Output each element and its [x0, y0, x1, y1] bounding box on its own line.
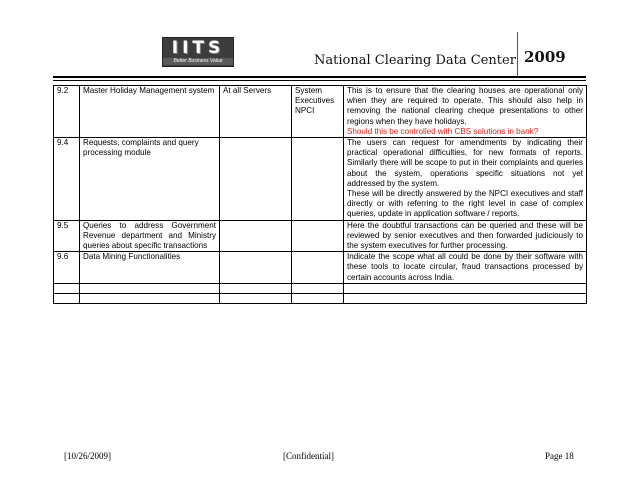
- empty-row: [54, 293, 587, 303]
- item-name: Requests, complaints and query processing module: [80, 138, 220, 221]
- owner-cell: [292, 220, 344, 252]
- footer-date: [10/26/2009]: [64, 451, 111, 461]
- item-name: Master Holiday Management system: [80, 86, 220, 138]
- description-text-2: These will be directly answered by the NPCI executives and staff directly or with referring to the right level in case of complex queries, update in application software / reports.: [347, 189, 583, 219]
- footer-page-number: Page 18: [545, 451, 574, 461]
- item-name: Data Mining Functionalities: [80, 252, 220, 284]
- location-cell: At all Servers: [220, 86, 292, 138]
- row-number: 9.4: [54, 138, 80, 221]
- review-note: Should this be controlled with CBS solutions in bank?: [347, 126, 539, 136]
- document-year: 2009: [524, 48, 566, 66]
- logo-letters: IITS: [171, 38, 225, 58]
- table-row: [54, 252, 587, 284]
- item-name: Queries to address Government Revenue department and Ministry queries about specific transactions: [80, 220, 220, 252]
- row-number: 9.5: [54, 220, 80, 252]
- description-cell: [344, 220, 587, 252]
- requirements-table: [53, 85, 587, 304]
- row-number: 9.6: [54, 252, 80, 284]
- location-cell: [220, 138, 292, 221]
- owner-cell: [292, 252, 344, 284]
- row-number: 9.2: [54, 86, 80, 138]
- table-row: [54, 220, 587, 252]
- owner-cell: [292, 138, 344, 221]
- document-title: National Clearing Data Center: [314, 53, 516, 68]
- description-text: This is to ensure that the clearing houses are operational only when they are required to operate. This should also help in removing the national clearing cheque presentations to other regions when they have holidays.: [347, 86, 583, 126]
- empty-row: [54, 283, 587, 293]
- description-cell: [344, 86, 587, 138]
- description-cell: [344, 138, 587, 221]
- location-cell: [220, 252, 292, 284]
- location-cell: [220, 220, 292, 252]
- description-text: Here the doubtful transactions can be queried and these will be reviewed by senior executives and then forwarded judiciously to the system executives for further processing.: [347, 220, 583, 251]
- table-row: [54, 86, 587, 138]
- owner-cell: System Executives NPCI: [292, 86, 344, 138]
- header-divider: [517, 32, 518, 76]
- header-rule-thin: [53, 80, 586, 81]
- logo-tagline: Better Business Value: [163, 58, 233, 65]
- description-cell: [344, 252, 587, 284]
- description-text: Indicate the scope what all could be done by their software with these tools to locate circular, fraud transactions processed by certain accounts across India.: [347, 252, 583, 282]
- company-logo: [162, 37, 234, 67]
- footer-confidential: [Confidential]: [283, 451, 334, 461]
- header-rule-thick: [53, 76, 586, 78]
- table-row: [54, 138, 587, 221]
- description-text: The users can request for amendments by indicating their practical operational difficulties, for new formats of reports. Similarly there will be scope to put in their complaints and queries about the system, operations specific situations not yet addressed by the system.: [347, 138, 583, 188]
